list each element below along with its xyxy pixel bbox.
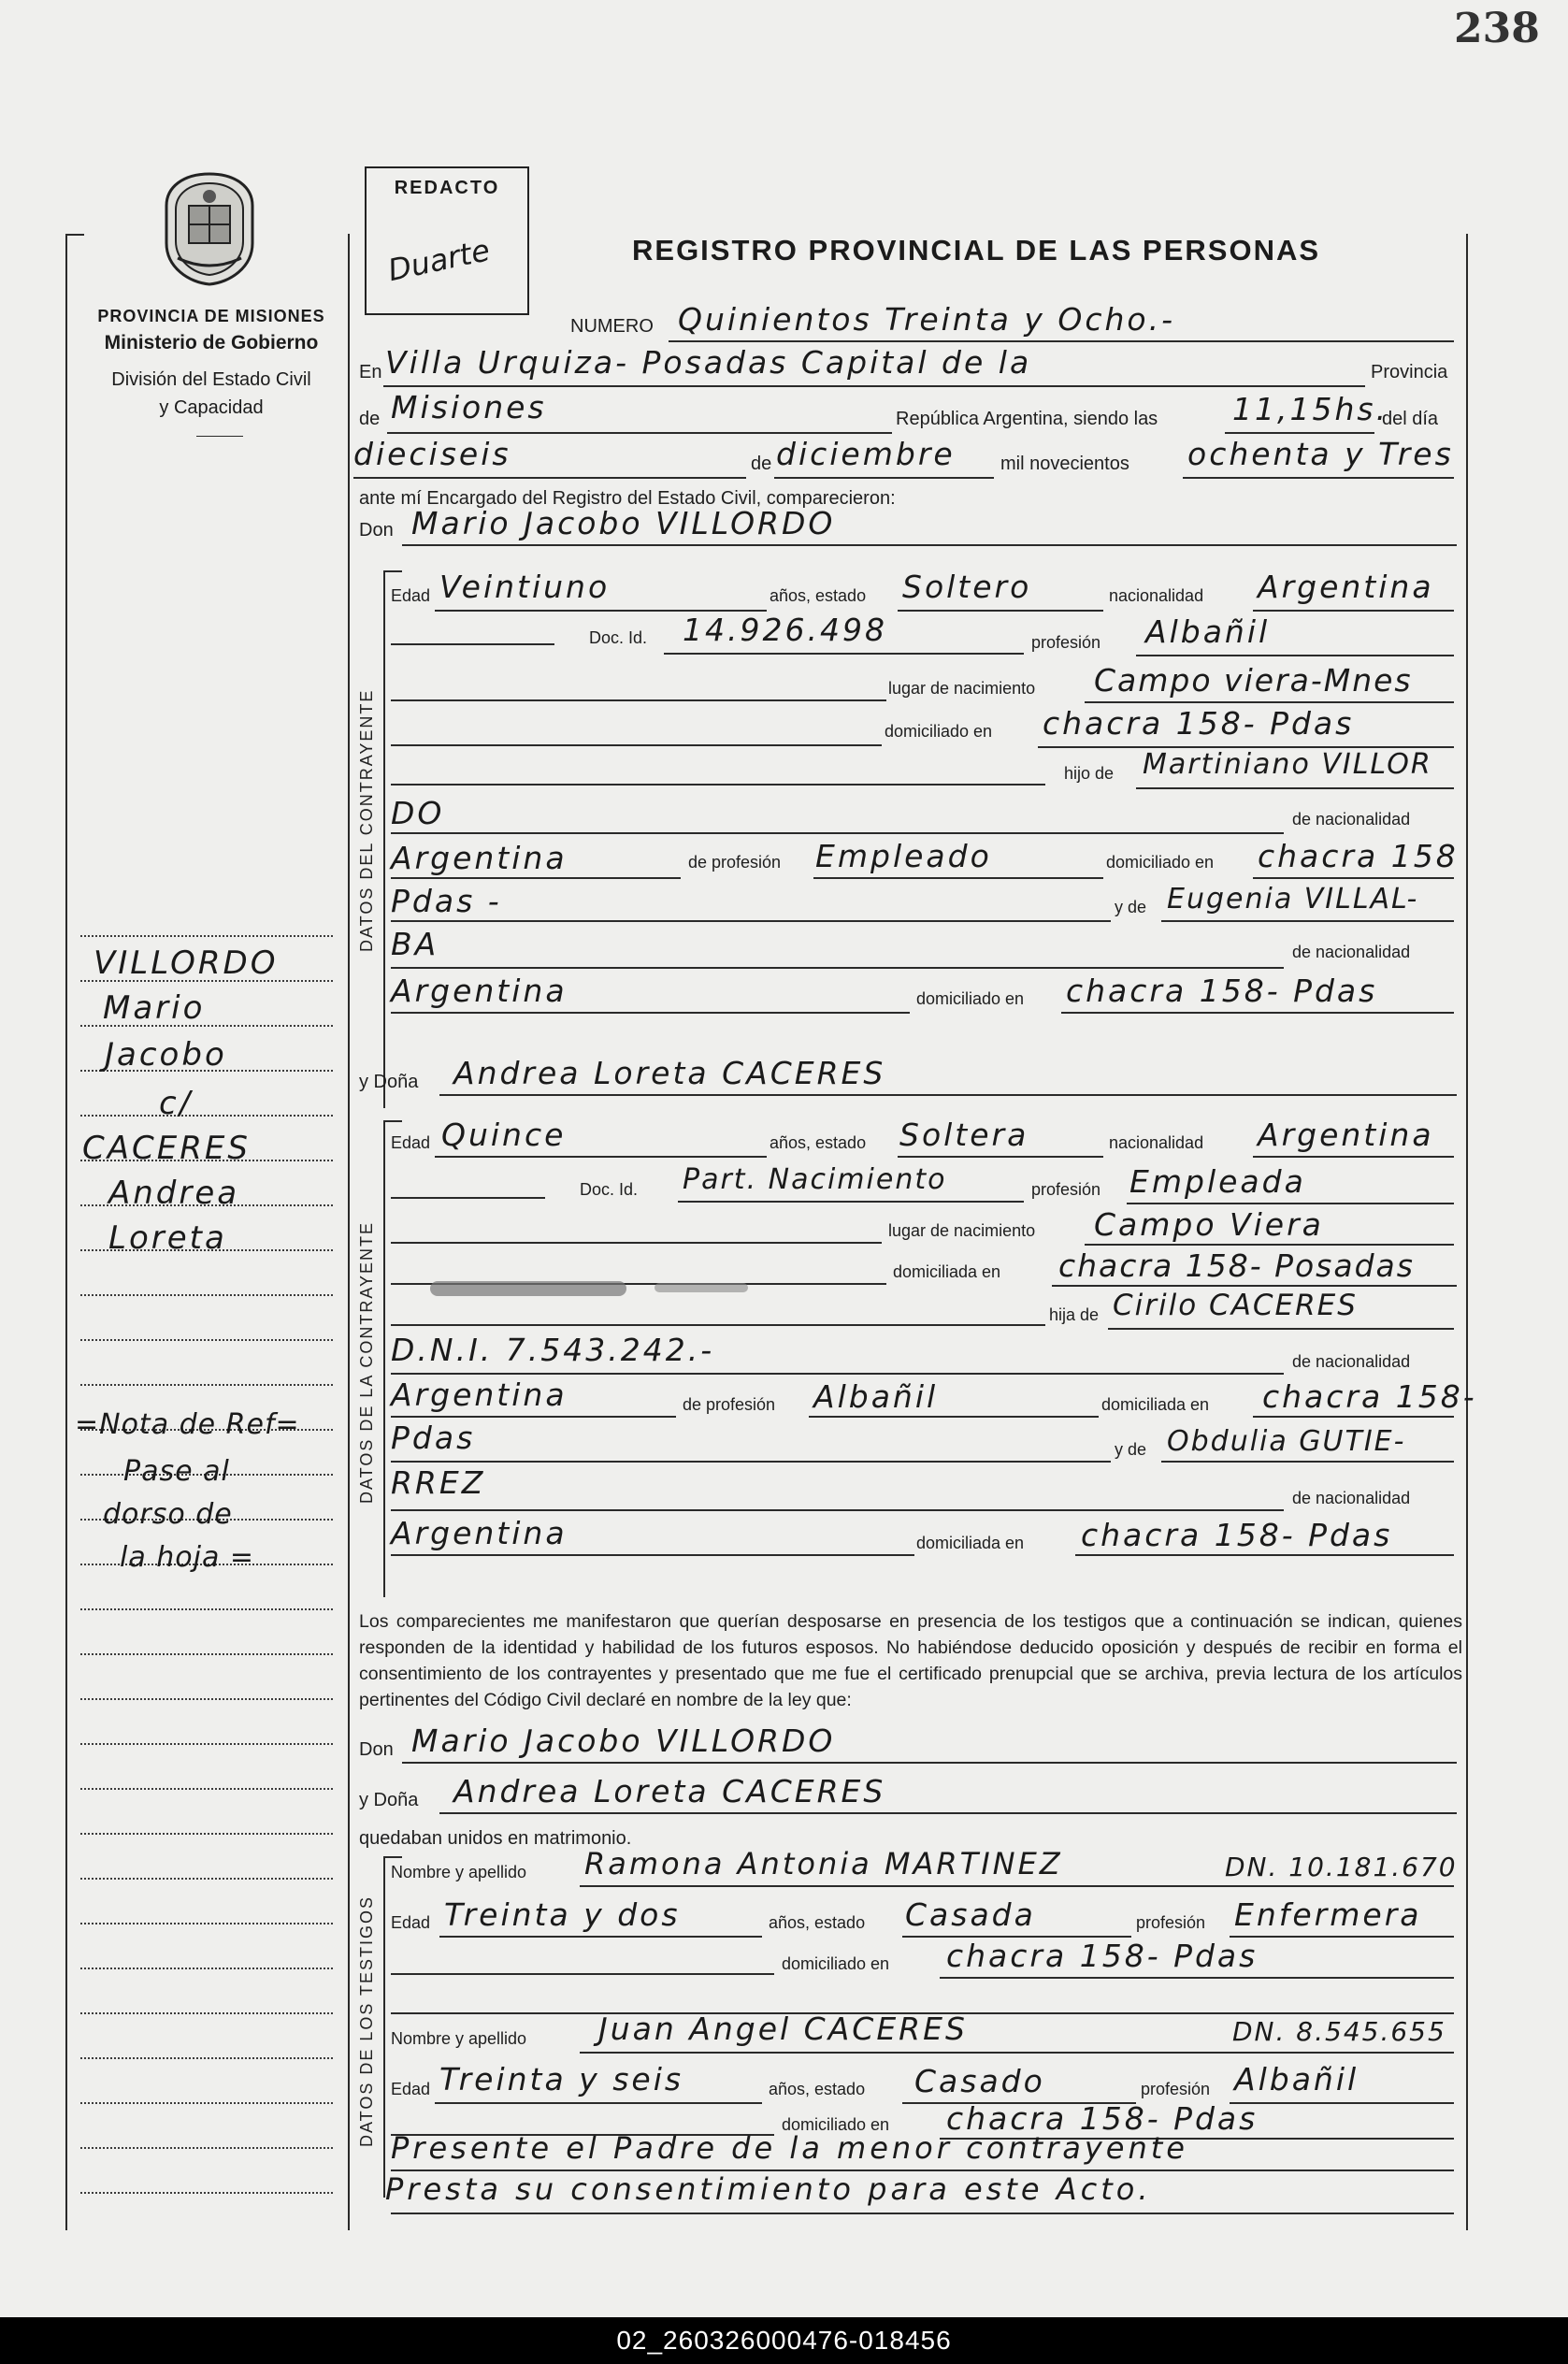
lugar-value: Villa Urquiza- Posadas Capital de la xyxy=(385,344,1032,381)
dona-label: y Doña xyxy=(359,1072,419,1092)
del-dia-label: del día xyxy=(1382,409,1439,429)
c2-estado-label: años, estado xyxy=(770,1133,867,1152)
c2-domic-value: chacra 158- Posadas xyxy=(1058,1247,1415,1284)
t2-prof-value: Albañil xyxy=(1234,2061,1359,2097)
margin-note-3: dorso de xyxy=(103,1498,233,1531)
margin-dotted-line xyxy=(80,1294,333,1296)
madre-2-line xyxy=(391,967,1284,969)
decl-dona-line xyxy=(439,1812,1457,1814)
hijo-label: hijo de xyxy=(1064,764,1115,783)
c2-domic-line xyxy=(1052,1285,1457,1287)
c2-padre-prof-line xyxy=(809,1416,1099,1418)
padre-domic-2-line xyxy=(391,920,1111,922)
padre-domic-2-value: Pdas - xyxy=(391,883,502,919)
c2-edad-line xyxy=(435,1156,767,1158)
c2-padre-domic-1-line xyxy=(1253,1416,1454,1418)
c2-y-de-label: y de xyxy=(1115,1440,1147,1459)
c2-madre-nac-value: Argentina xyxy=(391,1515,568,1551)
province-label: PROVINCIA DE MISIONES xyxy=(97,307,325,325)
c2-madre-1-value: Obdulia GUTIE- xyxy=(1167,1425,1406,1458)
contrayente-side-label: DATOS DEL CONTRAYENTE xyxy=(357,688,376,952)
c2-lugar-line-pre xyxy=(391,1242,882,1244)
margin-dotted-line xyxy=(80,1788,333,1790)
don-line xyxy=(402,544,1457,546)
ministry-label: Ministerio de Gobierno xyxy=(104,332,319,353)
c2-prof-value: Empleada xyxy=(1129,1163,1306,1200)
testigos-bracket-top xyxy=(383,1856,402,1858)
nac-label: nacionalidad xyxy=(1109,586,1204,605)
margin-note-2: Pase al xyxy=(123,1455,230,1488)
margin-name-1: VILLORDO xyxy=(94,944,279,982)
margin-dotted-line xyxy=(80,1878,333,1880)
margin-name-2: Mario xyxy=(103,989,206,1027)
doc-line-pre xyxy=(391,643,554,645)
nota-line-2: Presta su consentimiento para este Acto. xyxy=(385,2171,1152,2207)
c2-prof-line xyxy=(1127,1203,1454,1204)
t1-edad-label: Edad xyxy=(391,1913,431,1932)
t2-domic-value: chacra 158- Pdas xyxy=(946,2100,1259,2137)
ministry-underline xyxy=(196,436,243,437)
decl-don-value: Mario Jacobo VILLORDO xyxy=(411,1723,836,1759)
de-nac-label: de nacionalidad xyxy=(1292,810,1411,829)
numero-value: Quinientos Treinta y Ocho.- xyxy=(678,301,1176,338)
c2-madre-de-nac-label: de nacionalidad xyxy=(1292,1489,1411,1507)
madre-1-value: Eugenia VILLAL- xyxy=(1167,883,1419,915)
c2-hija-label: hija de xyxy=(1049,1305,1100,1324)
c2-doc-label: Doc. Id. xyxy=(580,1180,639,1199)
padre-1-value: Martiniano VILLOR xyxy=(1143,748,1432,781)
c2-padre-domic-2-line xyxy=(391,1461,1111,1463)
anio-line xyxy=(1183,477,1454,479)
padre-2-value: DO xyxy=(391,795,445,831)
c2-padre-nac-line xyxy=(391,1416,676,1418)
contrayenta-bracket xyxy=(383,1120,385,1597)
t1-nombre-line xyxy=(580,1885,1454,1887)
c2-nac-label: nacionalidad xyxy=(1109,1133,1204,1152)
madre-domic-line xyxy=(1061,1012,1454,1014)
margin-dotted-line xyxy=(80,1743,333,1745)
c2-doc-value: Part. Nacimiento xyxy=(683,1163,947,1196)
redacto-box xyxy=(365,166,529,315)
t1-prof-line xyxy=(1230,1936,1454,1938)
prof-label: profesión xyxy=(1031,633,1101,652)
edad-value: Veintiuno xyxy=(439,569,611,605)
t1-estado-value: Casada xyxy=(905,1896,1036,1933)
t1-domic-line xyxy=(940,1977,1454,1979)
doc-line xyxy=(664,653,1024,655)
testigos-bracket xyxy=(383,1856,385,2198)
estado-line xyxy=(898,610,1103,612)
madre-nac-line xyxy=(391,1012,910,1014)
c2-madre-nac-line xyxy=(391,1554,914,1556)
c2-estado-value: Soltera xyxy=(899,1117,1029,1153)
prof-line xyxy=(1136,655,1454,656)
c2-padre-domic-1-value: chacra 158- xyxy=(1262,1378,1477,1415)
c2-padre-1-line xyxy=(1108,1328,1454,1330)
doc-label: Doc. Id. xyxy=(589,628,648,647)
contrayente-bracket xyxy=(383,570,385,1108)
c2-padre-2-value: D.N.I. 7.543.242.- xyxy=(391,1332,715,1368)
margin-name-4: c/ xyxy=(159,1085,194,1122)
provincia-value: Misiones xyxy=(391,389,547,425)
t2-doc-value: DN. 8.545.655 xyxy=(1232,2016,1446,2047)
testigos-side-label: DATOS DE LOS TESTIGOS xyxy=(357,1895,376,2147)
t1-nombre-value: Ramona Antonia MARTINEZ xyxy=(584,1846,1063,1881)
c2-madre-2-value: RREZ xyxy=(391,1464,486,1501)
lugar-nac-value: Campo viera-Mnes xyxy=(1094,662,1413,699)
padre-domic-1-value: chacra 158 xyxy=(1258,838,1459,874)
en-label: En xyxy=(359,362,382,382)
padre-domic-1-line xyxy=(1253,877,1454,879)
c2-padre-2-line xyxy=(391,1373,1284,1375)
c2-padre-domic-2-value: Pdas xyxy=(391,1420,476,1456)
margin-dotted-line xyxy=(80,2102,333,2104)
dia-line xyxy=(353,477,746,479)
c2-nac-value: Argentina xyxy=(1258,1117,1434,1153)
nota-underline-2 xyxy=(391,2213,1454,2214)
hora-line xyxy=(1225,432,1374,434)
provincia-label: Provincia xyxy=(1371,362,1448,382)
c2-doc-line-pre xyxy=(391,1197,545,1199)
don-label: Don xyxy=(359,520,394,541)
y-de-label: y de xyxy=(1115,898,1147,916)
don-value: Mario Jacobo VILLORDO xyxy=(411,505,836,541)
t1-edad-value: Treinta y dos xyxy=(444,1896,681,1933)
decl-don-label: Don xyxy=(359,1739,394,1760)
page-number: 238 xyxy=(1454,5,1540,52)
madre-2-value: BA xyxy=(391,926,439,962)
c2-padre-domic-label: domiciliada en xyxy=(1101,1395,1210,1414)
republica-label: República Argentina, siendo las xyxy=(896,409,1158,429)
numero-line xyxy=(669,340,1454,342)
t1-edad-line xyxy=(439,1936,762,1938)
doc-value: 14.926.498 xyxy=(683,612,887,648)
hijo-line-pre xyxy=(391,784,1045,786)
margin-dotted-line xyxy=(80,1339,333,1341)
padre-prof-line xyxy=(813,877,1103,879)
c2-padre-prof-value: Albañil xyxy=(813,1378,939,1415)
nac-line xyxy=(1253,610,1454,612)
estado-label: años, estado xyxy=(770,586,867,605)
madre-domic-label: domiciliado en xyxy=(916,989,1025,1008)
domic-line-pre xyxy=(391,744,882,746)
c2-madre-domic-value: chacra 158- Pdas xyxy=(1081,1517,1393,1553)
margin-name-5: CACERES xyxy=(82,1130,251,1167)
c2-padre-nac-value: Argentina xyxy=(391,1377,568,1413)
padre-1-line xyxy=(1136,787,1454,789)
domic-value: chacra 158- Pdas xyxy=(1043,705,1355,742)
t2-edad-label: Edad xyxy=(391,2080,431,2098)
margin-dotted-line xyxy=(80,2192,333,2194)
c2-madre-2-line xyxy=(391,1509,1284,1511)
padre-prof-value: Empleado xyxy=(815,838,992,874)
c2-edad-value: Quince xyxy=(441,1117,567,1153)
t1-nombre-label: Nombre y apellido xyxy=(391,1863,527,1881)
mes-value: diciembre xyxy=(776,436,956,472)
left-border xyxy=(65,234,67,2230)
provincia-line xyxy=(387,432,892,434)
lugar-line xyxy=(383,385,1365,387)
contrayenta-side-label: DATOS DE LA CONTRAYENTE xyxy=(357,1220,376,1504)
margin-dotted-line xyxy=(80,2147,333,2149)
c2-lugar-line xyxy=(1085,1244,1454,1246)
top-rule-left xyxy=(65,234,84,236)
madre-nac-value: Argentina xyxy=(391,973,568,1009)
estado-value: Soltero xyxy=(902,569,1032,605)
division-label: División del Estado Civil xyxy=(111,369,311,390)
declaracion-paragraph: Los comparecientes me manifestaron que querían desposarse en presencia de los testigos que a continuación se indican, quienes responden de la identidad y habilidad de los futuros esposos. No habiéndose deducido oposición y después de recibir en forma el consentimiento de los contrayentes y presentado que me fue el certificado prenupcial que se archiva, previa lectura de los artículos pertinentes del Código Civil declaré en nombre de la ley que: xyxy=(359,1611,1462,1710)
division-label-2: y Capacidad xyxy=(159,397,264,418)
footer-id: 02_260326000476-018456 xyxy=(0,2317,1568,2364)
t2-nombre-label: Nombre y apellido xyxy=(391,2029,527,2048)
mil-label: mil novecientos xyxy=(1000,454,1129,474)
t2-edad-line xyxy=(435,2102,762,2104)
left-border-right xyxy=(348,234,350,2230)
t2-domic-label: domiciliado en xyxy=(782,2115,890,2134)
prof-value: Albañil xyxy=(1145,613,1271,650)
madre-1-line xyxy=(1161,920,1454,922)
redacted-smudge-2 xyxy=(655,1283,748,1292)
t2-prof-line xyxy=(1230,2102,1454,2104)
dona-value: Andrea Loreta CACERES xyxy=(453,1055,886,1091)
margin-dotted-line xyxy=(80,1698,333,1700)
t1-domic-line-pre xyxy=(391,1973,774,1975)
margin-dotted-line xyxy=(80,2012,333,2014)
padre-domic-label: domiciliado en xyxy=(1106,853,1215,872)
c2-madre-1-line xyxy=(1161,1461,1454,1463)
de-label: de xyxy=(359,409,381,429)
t2-nombre-value: Juan Angel CACERES xyxy=(598,2011,968,2047)
margin-dotted-line xyxy=(80,1968,333,1969)
redacto-name: Duarte xyxy=(384,232,494,289)
c2-de-nac-label: de nacionalidad xyxy=(1292,1352,1411,1371)
margin-dotted-line xyxy=(80,1833,333,1835)
lugar-nac-label: lugar de nacimiento xyxy=(888,679,1036,698)
de-prof-label: de profesión xyxy=(688,853,782,872)
decl-don-line xyxy=(402,1762,1457,1764)
c2-estado-line xyxy=(898,1156,1103,1158)
margin-name-7: Loreta xyxy=(108,1219,227,1257)
padre-nac-value: Argentina xyxy=(391,840,568,876)
c2-lugar-label: lugar de nacimiento xyxy=(888,1221,1036,1240)
dia-value: dieciseis xyxy=(353,436,511,472)
margin-note-1: =Nota de Ref= xyxy=(75,1408,300,1441)
t2-estado-label: años, estado xyxy=(769,2080,866,2098)
anio-value: ochenta y Tres xyxy=(1187,436,1454,472)
hora-value: 11,15hs. xyxy=(1232,391,1389,427)
lugar-nac-line-pre xyxy=(391,699,886,701)
redacted-smudge xyxy=(430,1281,626,1296)
margin-dotted-line xyxy=(80,935,333,937)
c2-madre-domic-label: domiciliada en xyxy=(916,1534,1025,1552)
c2-hija-line-pre xyxy=(391,1324,1045,1326)
contrayenta-bracket-top xyxy=(383,1120,402,1122)
nota-line-1: Presente el Padre de la menor contrayente xyxy=(391,2130,1188,2166)
page-title: REGISTRO PROVINCIAL DE LAS PERSONAS xyxy=(632,234,1321,267)
padre-2-line xyxy=(391,832,1284,834)
padre-nac-line xyxy=(391,877,681,879)
c2-lugar-value: Campo Viera xyxy=(1094,1206,1324,1243)
t2-estado-value: Casado xyxy=(914,2063,1045,2099)
madre-de-nac-label: de nacionalidad xyxy=(1292,943,1411,961)
margin-dotted-line xyxy=(80,1115,333,1117)
t2-nombre-line xyxy=(580,2052,1454,2054)
t1-prof-value: Enfermera xyxy=(1234,1896,1422,1933)
c2-nac-line xyxy=(1253,1156,1454,1158)
madre-domic-value: chacra 158- Pdas xyxy=(1066,973,1378,1009)
c2-domic-label: domiciliada en xyxy=(893,1262,1001,1281)
margin-dotted-line xyxy=(80,1608,333,1610)
t1-domic-label: domiciliado en xyxy=(782,1954,890,1973)
c2-prof-label: profesión xyxy=(1031,1180,1101,1199)
unidos-label: quedaban unidos en matrimonio. xyxy=(359,1828,632,1849)
numero-label: NUMERO xyxy=(570,316,654,337)
seal-emblem xyxy=(157,168,262,288)
right-border xyxy=(1466,234,1468,2230)
t2-edad-value: Treinta y seis xyxy=(439,2061,684,2097)
domic-label: domiciliado en xyxy=(885,722,993,741)
t1-doc-value: DN. 10.181.670 xyxy=(1225,1852,1458,1882)
edad-label: Edad xyxy=(391,586,431,605)
c2-de-prof-label: de profesión xyxy=(683,1395,776,1414)
margin-dotted-line xyxy=(80,1653,333,1655)
t1-prof-label: profesión xyxy=(1136,1913,1206,1932)
ante-label: ante mí Encargado del Registro del Estado Civil, comparecieron: xyxy=(359,488,896,509)
t1-domic-value: chacra 158- Pdas xyxy=(946,1938,1259,1974)
t2-prof-label: profesión xyxy=(1141,2080,1211,2098)
t1-estado-label: años, estado xyxy=(769,1913,866,1932)
c2-doc-line xyxy=(678,1201,1024,1203)
dona-line xyxy=(439,1094,1457,1096)
c2-madre-domic-line xyxy=(1075,1554,1454,1556)
redacto-label: REDACTO xyxy=(394,178,500,198)
decl-dona-value: Andrea Loreta CACERES xyxy=(453,1773,886,1809)
nac-value: Argentina xyxy=(1258,569,1434,605)
lugar-nac-line xyxy=(1085,701,1454,703)
margin-name-6: Andrea xyxy=(108,1175,240,1212)
contrayente-bracket-top xyxy=(383,570,402,572)
decl-dona-label: y Doña xyxy=(359,1790,419,1810)
c2-padre-1-value: Cirilo CACERES xyxy=(1113,1289,1358,1322)
margin-dotted-line xyxy=(80,2057,333,2059)
mes-line xyxy=(774,477,994,479)
de-mes-label: de xyxy=(751,454,772,474)
c2-edad-label: Edad xyxy=(391,1133,431,1152)
margin-dotted-line xyxy=(80,1384,333,1386)
margin-name-3: Jacobo xyxy=(105,1036,227,1074)
margin-dotted-line xyxy=(80,1923,333,1924)
margin-note-4: la hoja = xyxy=(120,1541,255,1574)
